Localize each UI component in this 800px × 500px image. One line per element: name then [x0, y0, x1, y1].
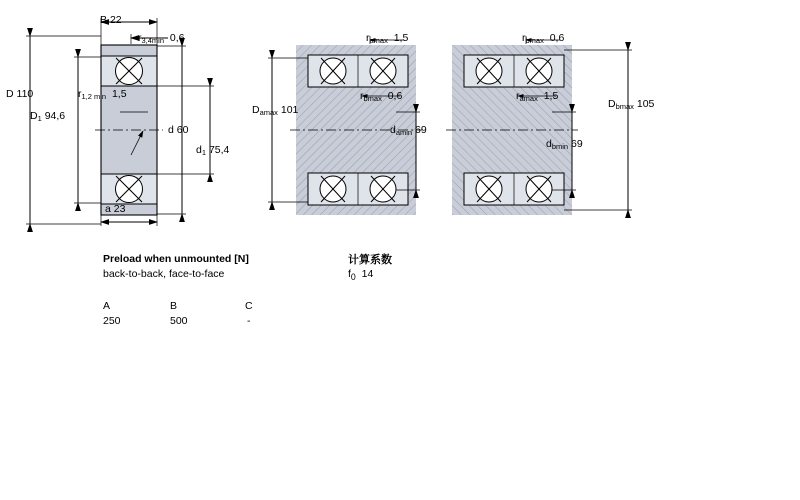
preload-col-C: C [245, 300, 253, 312]
label-ramax-top-left: $r_{amax}$ 1,5 [366, 32, 409, 45]
label-B: B 22 [100, 14, 122, 26]
preload-val-A: 250 [103, 315, 121, 327]
label-dbmin: $d_{bmin}$ 69 [546, 138, 583, 151]
label-damin: $d_{amin}$ 69 [390, 124, 427, 137]
factor-title: 计算系数 [348, 253, 392, 266]
preload-col-A: A [103, 300, 111, 312]
label-rbmax-top-right: $r_{bmax}$ 0,6 [522, 32, 565, 45]
preload-col-B: B [170, 300, 178, 312]
label-d: d 60 [168, 124, 189, 136]
factor-row: $f_0$ 14 [348, 268, 374, 283]
label-r12min: $r_{1,2 min}$ 1,5 [78, 88, 127, 101]
label-Damax: $D_{amax}$ 101 [252, 104, 299, 117]
label-ramax-mid-right: $r_{amax}$ 1,5 [516, 90, 559, 103]
dim-a [101, 215, 157, 226]
label-a: a 23 [105, 203, 126, 215]
label-d1: $d_1$ 75,4 [196, 144, 230, 157]
preload-subtitle: back-to-back, face-to-face [103, 268, 225, 280]
label-D1: $D_1$ 94,6 [30, 110, 66, 123]
dim-D [26, 36, 101, 224]
preload-title: Preload when unmounted [N] [103, 253, 249, 265]
left-bearing-section [95, 45, 163, 215]
right-arrangement-right [446, 45, 578, 215]
label-r34min: $r_{3,4min}$ 0,6 [138, 32, 185, 45]
preload-val-B: 500 [170, 315, 188, 327]
preload-val-C: - [247, 315, 251, 327]
label-Dbmax: $D_{bmax}$ 105 [608, 98, 655, 111]
label-D: D 110 [6, 88, 34, 100]
label-rbmax-mid-left: $r_{bmax}$ 0,6 [360, 90, 403, 103]
